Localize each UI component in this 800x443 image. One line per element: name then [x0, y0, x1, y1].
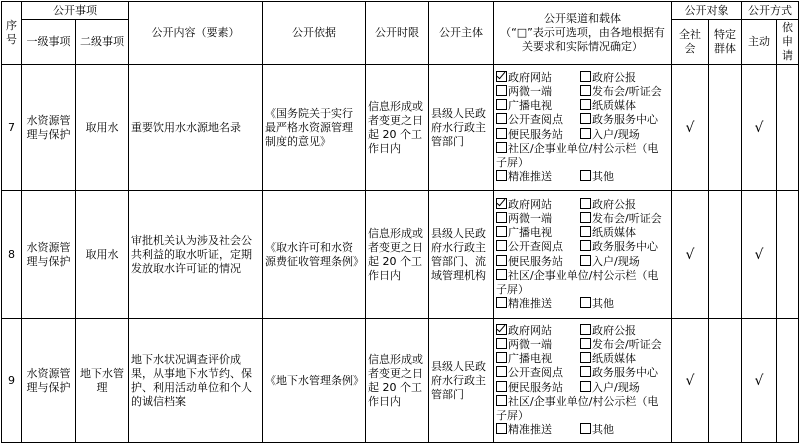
channel-option-label: 公开查阅点 — [508, 240, 563, 254]
checkbox-icon[interactable] — [496, 338, 507, 349]
row-time-limit: 信息形成或者变更之日起 20 个工作日内 — [366, 65, 429, 191]
channel-option-label: 其他 — [592, 423, 614, 437]
channel-option[interactable] — [496, 99, 580, 113]
specific-group-cell — [709, 191, 742, 319]
checkbox-icon[interactable] — [580, 381, 591, 392]
channel-option[interactable] — [496, 128, 580, 142]
header-active: 主动 — [742, 20, 777, 65]
tick-whole-society: √ — [672, 319, 709, 443]
channel-option-label: 政府网站 — [508, 323, 552, 337]
row-channel-options — [494, 191, 672, 319]
checkbox-icon[interactable] — [496, 395, 507, 406]
channel-option-label: 便民服务站 — [508, 127, 563, 141]
channel-option[interactable] — [580, 226, 669, 240]
header-method: 公开方式 — [742, 2, 799, 20]
checkbox-icon[interactable] — [580, 226, 591, 237]
channel-option-label: 精准推送 — [508, 423, 552, 437]
header-subject: 公开主体 — [429, 2, 494, 65]
channel-option[interactable] — [496, 170, 580, 184]
channel-option[interactable] — [580, 324, 669, 338]
channel-option-label: 纸质媒体 — [592, 352, 636, 366]
channel-option[interactable] — [496, 352, 580, 366]
checkbox-icon[interactable] — [580, 338, 591, 349]
row-seq: 9 — [2, 319, 22, 443]
header-matter: 公开事项 — [22, 2, 129, 20]
channel-option-label: 两微一端 — [508, 211, 552, 225]
channel-option-label: 精准推送 — [508, 170, 552, 184]
header-target: 公开对象 — [672, 2, 742, 20]
checkbox-icon[interactable] — [496, 269, 507, 280]
channel-option[interactable] — [580, 198, 669, 212]
checkbox-icon[interactable] — [496, 85, 507, 96]
channel-option-label: 政务服务中心 — [592, 240, 658, 254]
checkbox-icon[interactable] — [496, 297, 507, 308]
tick-whole-society: √ — [672, 191, 709, 319]
checkbox-icon[interactable] — [496, 255, 507, 266]
checked-box-icon[interactable] — [496, 324, 507, 335]
on-request-cell — [777, 319, 799, 443]
channel-options-grid — [496, 71, 669, 185]
checkbox-icon[interactable] — [580, 99, 591, 110]
checkbox-icon[interactable] — [580, 170, 591, 181]
row-level1: 水资源管理与保护 — [22, 319, 76, 443]
channel-option[interactable] — [496, 381, 580, 395]
checkbox-icon[interactable] — [580, 423, 591, 434]
row-subject: 县级人民政府水行政主管部门 — [429, 319, 494, 443]
channel-option-label: 政务服务中心 — [592, 113, 658, 127]
checked-box-icon[interactable] — [496, 71, 507, 82]
checkbox-icon[interactable] — [580, 198, 591, 209]
table-row — [2, 319, 799, 443]
channel-option-label: 纸质媒体 — [592, 226, 636, 240]
channel-option[interactable] — [580, 352, 669, 366]
channel-option[interactable] — [580, 240, 669, 254]
channel-option-label: 政府公报 — [592, 197, 636, 211]
table-body — [2, 65, 799, 443]
header-seq: 序号 — [2, 2, 22, 65]
channel-option-label: 精准推送 — [508, 297, 552, 311]
checkbox-icon[interactable] — [496, 381, 507, 392]
channel-option-label: 发布会/听证会 — [592, 337, 662, 351]
channel-option[interactable] — [580, 297, 669, 311]
header-channel-note: （“□”表示可选项，由各地根据有关要求和实际情况确定） — [500, 26, 665, 53]
channel-options-grid — [496, 198, 669, 312]
row-basis: 《国务院关于实行最严格水资源管理制度的意见》 — [263, 65, 366, 191]
channel-option[interactable] — [580, 128, 669, 142]
checkbox-icon[interactable] — [580, 297, 591, 308]
channel-option-label: 公开查阅点 — [508, 366, 563, 380]
channel-option[interactable] — [580, 113, 669, 127]
channel-option[interactable] — [496, 366, 580, 380]
checkbox-icon[interactable] — [580, 366, 591, 377]
table-row — [2, 191, 799, 319]
checkbox-icon[interactable] — [580, 324, 591, 335]
tick-active: √ — [742, 191, 777, 319]
channel-option-label: 纸质媒体 — [592, 99, 636, 113]
on-request-cell — [777, 191, 799, 319]
channel-option[interactable] — [496, 85, 580, 99]
channel-option[interactable] — [580, 170, 669, 184]
channel-option[interactable] — [580, 71, 669, 85]
row-content: 地下水状况调查评价成果，从事地下水节约、保护、利用活动单位和个人的诚信档案 — [129, 319, 263, 443]
channel-option-label: 入户/现场 — [592, 380, 640, 394]
checkbox-icon[interactable] — [580, 113, 591, 124]
checkbox-icon[interactable] — [580, 255, 591, 266]
checkbox-icon[interactable] — [496, 423, 507, 434]
channel-option[interactable] — [496, 240, 580, 254]
row-basis: 《地下水管理条例》 — [263, 319, 366, 443]
channel-option[interactable] — [496, 198, 580, 212]
checkbox-icon[interactable] — [496, 128, 507, 139]
channel-option[interactable] — [496, 423, 580, 437]
channel-option[interactable] — [580, 255, 669, 269]
row-level2: 取用水 — [76, 65, 129, 191]
channel-option-label: 政府公报 — [592, 70, 636, 84]
row-time-limit: 信息形成或者变更之日起 20 个工作日内 — [366, 319, 429, 443]
channel-option-label: 广播电视 — [508, 99, 552, 113]
row-basis: 《取水许可和水资源费征收管理条例》 — [263, 191, 366, 319]
tick-active: √ — [742, 319, 777, 443]
header-level2: 二级事项 — [76, 20, 129, 65]
channel-option[interactable] — [580, 381, 669, 395]
channel-option-label: 政府网站 — [508, 197, 552, 211]
channel-option-label: 社区/企事业单位/村公示栏（电子屏） — [496, 141, 659, 169]
header-whole-society: 全社会 — [672, 20, 709, 65]
channel-option-label: 便民服务站 — [508, 380, 563, 394]
specific-group-cell — [709, 65, 742, 191]
channel-option[interactable] — [496, 395, 669, 423]
checkbox-icon[interactable] — [496, 226, 507, 237]
header-time-limit: 公开时限 — [366, 2, 429, 65]
channel-option[interactable] — [580, 212, 669, 226]
row-seq: 7 — [2, 65, 22, 191]
channel-option[interactable] — [580, 366, 669, 380]
header-channel — [494, 2, 672, 65]
channel-option-label: 公开查阅点 — [508, 113, 563, 127]
checkbox-icon[interactable] — [496, 212, 507, 223]
channel-option[interactable] — [580, 99, 669, 113]
channel-option[interactable] — [496, 113, 580, 127]
row-subject: 县级人民政府水行政主管部门 — [429, 65, 494, 191]
channel-option-label: 广播电视 — [508, 352, 552, 366]
channel-option[interactable] — [496, 71, 580, 85]
row-content: 重要饮用水水源地名录 — [129, 65, 263, 191]
channel-option-label: 社区/企事业单位/村公示栏（电子屏） — [496, 394, 659, 422]
row-time-limit: 信息形成或者变更之日起 20 个工作日内 — [366, 191, 429, 319]
channel-option-label: 发布会/听证会 — [592, 211, 662, 225]
checkbox-icon[interactable] — [580, 71, 591, 82]
table-row — [2, 65, 799, 191]
tick-active: √ — [742, 65, 777, 191]
header-basis: 公开依据 — [263, 2, 366, 65]
channel-option[interactable] — [496, 226, 580, 240]
header-channel-title: 公开渠道和载体 — [544, 12, 621, 25]
checkbox-icon[interactable] — [580, 85, 591, 96]
channel-option-label: 发布会/听证会 — [592, 84, 662, 98]
channel-option-label: 社区/企事业单位/村公示栏（电子屏） — [496, 268, 659, 296]
channel-option-label: 两微一端 — [508, 84, 552, 98]
checkbox-icon[interactable] — [580, 352, 591, 363]
header-level1: 一级事项 — [22, 20, 76, 65]
channel-option-label: 其他 — [592, 297, 614, 311]
tick-whole-society: √ — [672, 65, 709, 191]
checkbox-icon[interactable] — [496, 366, 507, 377]
on-request-cell — [777, 65, 799, 191]
disclosure-table — [1, 1, 799, 443]
checkbox-icon[interactable] — [580, 212, 591, 223]
channel-option-label: 其他 — [592, 170, 614, 184]
specific-group-cell — [709, 319, 742, 443]
checkbox-icon[interactable] — [496, 170, 507, 181]
row-channel-options — [494, 65, 672, 191]
channel-option[interactable] — [580, 85, 669, 99]
row-content: 审批机关认为涉及社会公共利益的取水听证，定期发放取水许可证的情况 — [129, 191, 263, 319]
row-level1: 水资源管理与保护 — [22, 65, 76, 191]
checkbox-icon[interactable] — [496, 240, 507, 251]
channel-option[interactable] — [496, 142, 669, 170]
channel-option[interactable] — [496, 297, 580, 311]
channel-option[interactable] — [496, 324, 580, 338]
checkbox-icon[interactable] — [496, 142, 507, 153]
channel-option[interactable] — [496, 269, 669, 297]
checkbox-icon[interactable] — [496, 352, 507, 363]
checkbox-icon[interactable] — [580, 240, 591, 251]
channel-option[interactable] — [580, 338, 669, 352]
channel-option-label: 便民服务站 — [508, 254, 563, 268]
channel-option[interactable] — [580, 423, 669, 437]
header-content: 公开内容（要素） — [129, 2, 263, 65]
channel-option-label: 政府网站 — [508, 70, 552, 84]
row-level1: 水资源管理与保护 — [22, 191, 76, 319]
row-seq: 8 — [2, 191, 22, 319]
header-specific-group: 特定群体 — [709, 20, 742, 65]
row-channel-options — [494, 319, 672, 443]
row-level2: 取用水 — [76, 191, 129, 319]
checkbox-icon[interactable] — [496, 113, 507, 124]
channel-option-label: 政府公报 — [592, 323, 636, 337]
channel-option-label: 政务服务中心 — [592, 366, 658, 380]
checked-box-icon[interactable] — [496, 198, 507, 209]
channel-options-grid — [496, 324, 669, 438]
checkbox-icon[interactable] — [580, 128, 591, 139]
header-on-request: 依申请 — [777, 20, 799, 65]
channel-option[interactable] — [496, 212, 580, 226]
channel-option[interactable] — [496, 255, 580, 269]
channel-option-label: 入户/现场 — [592, 127, 640, 141]
channel-option-label: 两微一端 — [508, 337, 552, 351]
channel-option-label: 入户/现场 — [592, 254, 640, 268]
channel-option-label: 广播电视 — [508, 226, 552, 240]
row-level2: 地下水管理 — [76, 319, 129, 443]
checkbox-icon[interactable] — [496, 99, 507, 110]
row-subject: 县级人民政府水行政主管部门、流域管理机构 — [429, 191, 494, 319]
channel-option[interactable] — [496, 338, 580, 352]
